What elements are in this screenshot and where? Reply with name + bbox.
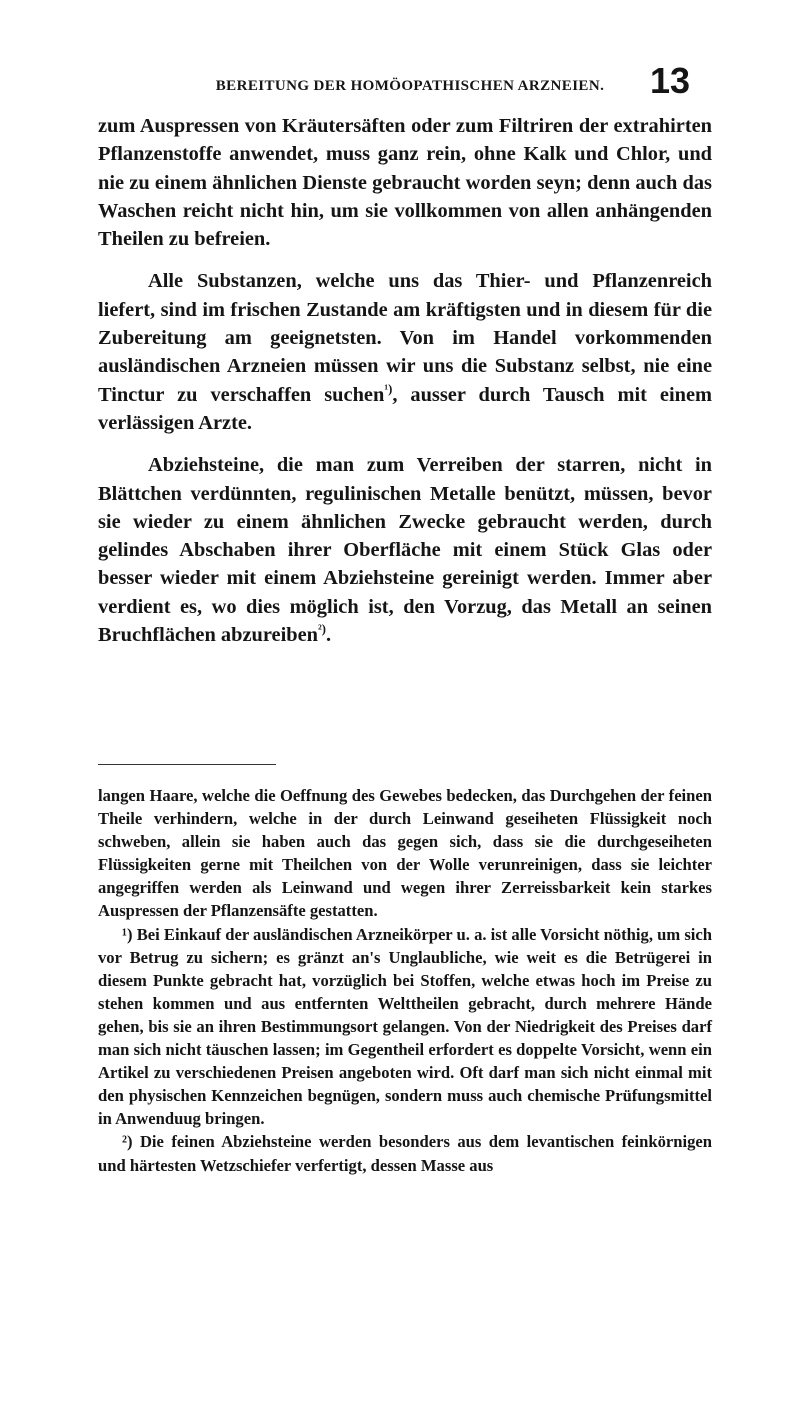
paragraph-3	[98, 451, 712, 649]
paragraph-3-text: Abziehsteine, die man zum Verreiben der starren, nicht in Blättchen verdünnten, regulinischen Metalle benützt, müssen, bevor sie wieder zu einem ähnlichen Zwecke gebraucht werden, durch gelindes Abschaben ihrer Oberfläche mit einem Stück Glas oder besser wieder mit einem Abziehsteine gereinigt werden. Immer aber verdient es, wo dies möglich ist, den Vorzug, das Metall an seinen Bruchflächen abzureiben	[98, 454, 712, 647]
footnote-1-text: Bei Einkauf der ausländischen Arzneikörper u. a. ist alle Vorsicht nöthig, um sich vor Betrug zu sichern; es gränzt an's Unglaubliche, wie weit es die Betrügerei in diesem Punkte gebracht hat, vorzüglich bei Stoffen, welche etwas hoch im Preise zu stehen kommen und aus entfernten Welttheilen gebracht, durch mehrere Hände gehen, bis sie an ihren Bestimmungsort gelangen. Von der Niedrigkeit des Preises darf man sich nicht täuschen lassen; im Gegentheil erfordert es doppelte Vorsicht, wenn ein Artikel zu verschiedenen Preisen angeboten wird. Oft darf man sich nicht einmal mit den physischen Kennzeichen begnügen, sondern muss auch chemische Prüfungsmittel in Anwenduug bringen.	[98, 924, 712, 1129]
paragraph-2	[98, 267, 712, 437]
footnote-separator	[98, 764, 276, 765]
footnote-2	[98, 1130, 712, 1176]
footnote-2-text: Die feinen Abziehsteine werden besonders aus dem levantischen feinkörnigen und härtesten Wetzschiefer verfertigt, dessen Masse aus	[98, 1132, 712, 1175]
paragraph-2-tail: , ausser durch Tausch mit einem verlässigen Arzte.	[98, 383, 712, 434]
paragraph-2-text: Alle Substanzen, welche uns das Thier- und Pflanzenreich liefert, sind im frischen Zustande am kräftigsten und in diesem für die Zubereitung am geeignetsten. Von im Handel vorkommenden ausländischen Arzneien müssen wir uns die Substanz selbst, nie eine Tinctur zu verschaffen suchen	[98, 270, 712, 406]
page-number: 13	[650, 60, 691, 101]
paragraph-3-tail: .	[325, 624, 332, 647]
footnote-1-marker: ¹)	[122, 924, 133, 944]
footnote-ref-2: ²)	[317, 622, 326, 637]
footnote-2-marker: ²)	[122, 1132, 133, 1152]
footnote-1	[98, 923, 712, 1131]
main-text	[98, 112, 712, 663]
footnote-ref-1: ¹)	[384, 381, 393, 396]
running-header: BEREITUNG DER HOMÖOPATHISCHEN ARZNEIEN.	[215, 78, 605, 94]
footnotes	[98, 784, 712, 1177]
paragraph-1: zum Auspressen von Kräutersäften oder zum Filtriren der extrahirten Pflanzenstoffe anwendet, muss ganz rein, ohne Kalk und Chlor, und nie zu einem ähnlichen Dienste gebraucht worden seyn; denn auch das Waschen reicht nicht hin, um sie vollkommen von allen anhängenden Theilen zu befreien.	[98, 115, 712, 251]
footnote-continuation: langen Haare, welche die Oeffnung des Gewebes bedecken, das Durchgehen der feinen Theile verhindern, welche in der durch Leinwand geseiheten Flüssigkeit noch schweben, allein sie haben auch das gegen sich, dass sie die durchgeseiheten Flüssigkeiten gerne mit Theilchen von der Wolle verunreinigen, dass sie leichter angegriffen werden als Leinwand und wegen ihrer Zerreissbarkeit kein starkes Auspressen der Pflanzensäfte gestatten.	[98, 786, 712, 921]
